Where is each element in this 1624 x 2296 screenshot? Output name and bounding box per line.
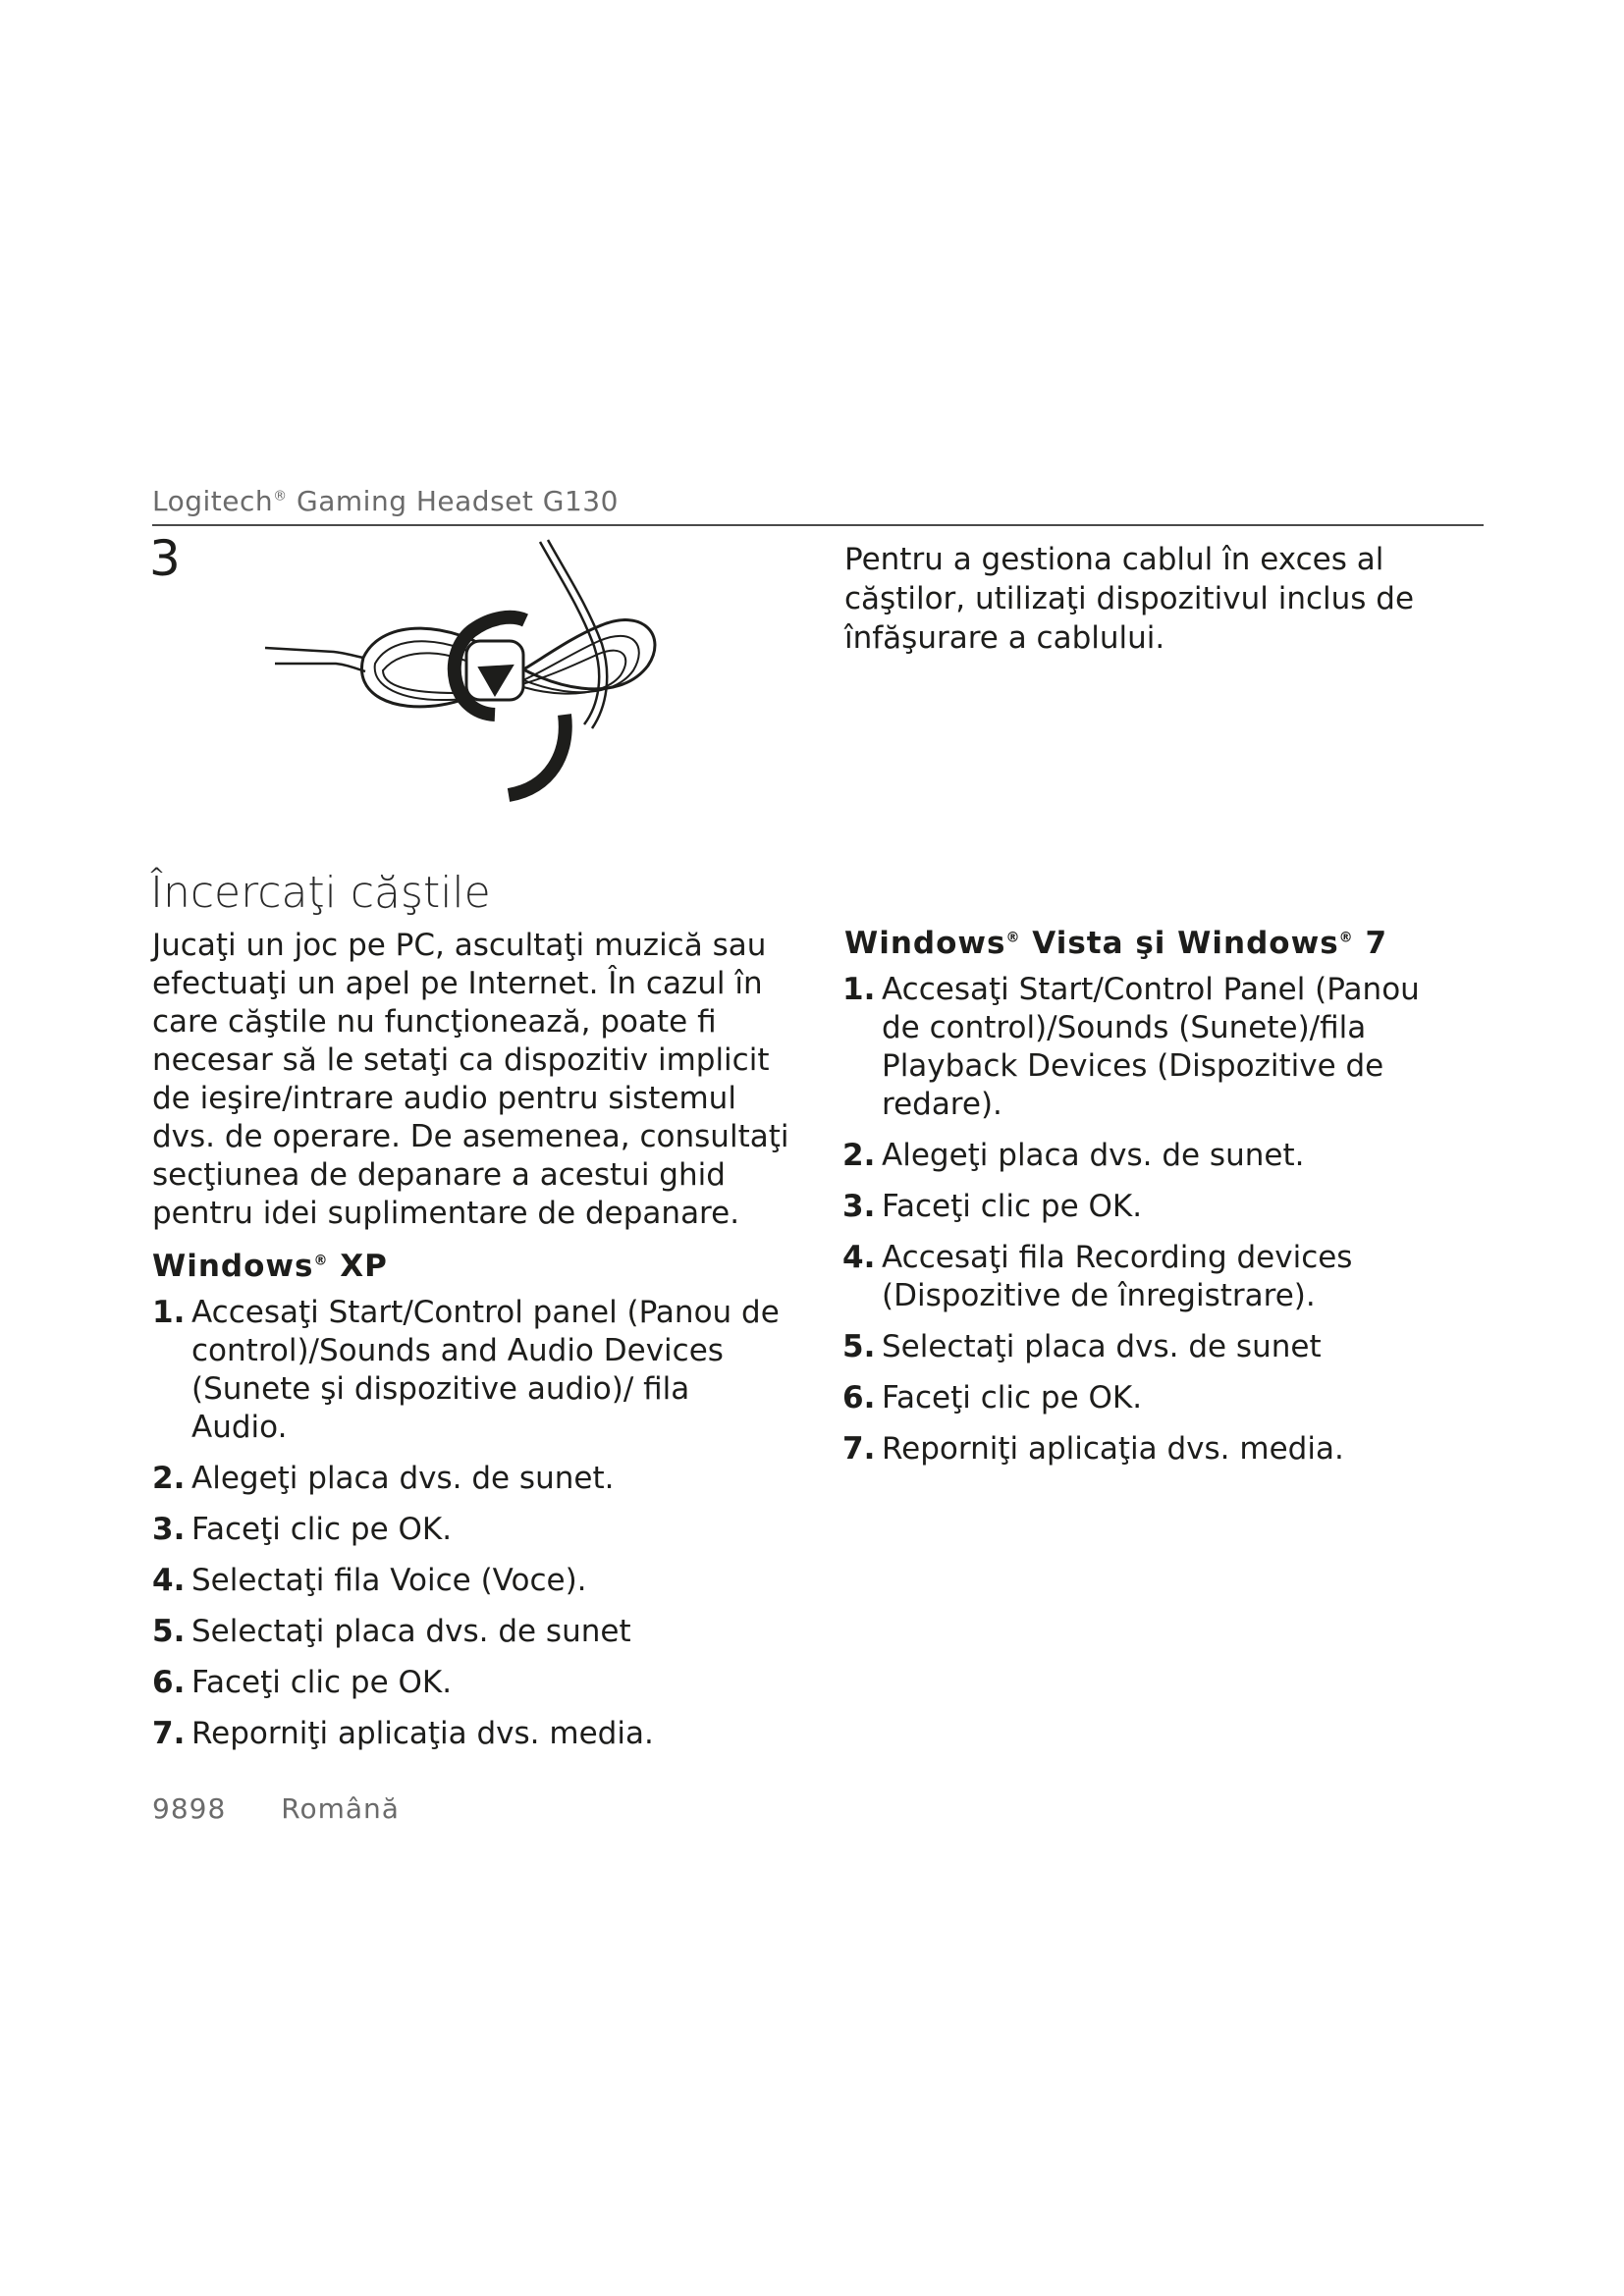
step-num: 1.	[152, 1295, 186, 1330]
list-item	[152, 1664, 781, 1702]
heading-text: XP	[328, 1249, 388, 1284]
step-num: 2.	[152, 1461, 186, 1496]
step-text: Faceţi clic pe OK.	[191, 1665, 453, 1700]
brand-name: Logitech	[152, 485, 274, 517]
step-text: Faceţi clic pe OK.	[882, 1380, 1143, 1415]
list-item	[842, 1137, 1451, 1175]
step-num: 5.	[152, 1614, 186, 1649]
step-text: Reporniţi aplicaţia dvs. media.	[191, 1716, 654, 1751]
step-num: 1.	[842, 972, 876, 1007]
step-text: Faceţi clic pe OK.	[882, 1189, 1143, 1224]
list-item	[152, 1715, 781, 1753]
step-text: Faceţi clic pe OK.	[191, 1512, 453, 1547]
step-text: Alegeţi placa dvs. de sunet.	[191, 1461, 615, 1496]
windows-vista-7-heading	[844, 926, 1387, 961]
step-text: Alegeţi placa dvs. de sunet.	[882, 1138, 1305, 1173]
heading-text: Windows	[152, 1249, 314, 1284]
step-num: 7.	[842, 1431, 876, 1467]
step-text: Accesaţi fila Recording devices (Dispozitive de înregistrare).	[882, 1240, 1353, 1313]
heading-text: Vista şi Windows	[1020, 926, 1339, 961]
registered-mark: ®	[1005, 930, 1021, 946]
step-text: Selectaţi placa dvs. de sunet	[191, 1614, 631, 1649]
list-item	[152, 1562, 781, 1600]
list-item	[842, 1188, 1451, 1226]
list-item	[842, 1430, 1451, 1468]
step-num: 7.	[152, 1716, 186, 1751]
step-num: 6.	[152, 1665, 186, 1700]
header-divider	[152, 524, 1484, 526]
registered-mark: ®	[313, 1253, 329, 1269]
list-item	[842, 1239, 1451, 1315]
step-text: Accesaţi Start/Control panel (Panou de control)/Sounds and Audio Devices (Sunete şi dispozitive audio)/ fila Audio.	[191, 1295, 780, 1445]
list-item	[842, 1379, 1451, 1417]
list-item	[152, 1294, 781, 1447]
page-number: 9898	[152, 1792, 227, 1825]
list-item	[152, 1460, 781, 1498]
registered-mark: ®	[1338, 930, 1354, 946]
section-intro: Jucaţi un joc pe PC, ascultaţi muzică sau efectuaţi un apel pe Internet. În cazul în care căştile nu funcţionează, poate fi necesar să le setaţi ca dispozitiv implicit de ieşire/intrare audio pentru sistemul dvs. de operare. De asemenea, consultaţi secţiunea de depanare a acestui ghid pentru idei suplimentare de depanare.	[152, 928, 789, 1231]
page-footer	[152, 1792, 400, 1825]
step-num: 2.	[842, 1138, 876, 1173]
step-num: 5.	[842, 1329, 876, 1364]
step-3-instruction: Pentru a gestiona cablul în exces al căştilor, utilizaţi dispozitivul inclus de înfăşurare a cablului.	[844, 542, 1415, 656]
heading-text: 7	[1353, 926, 1388, 961]
list-item	[842, 971, 1451, 1124]
product-name: Gaming Headset G130	[287, 485, 619, 517]
step-num: 4.	[152, 1563, 186, 1598]
step-num: 3.	[842, 1189, 876, 1224]
step-num: 6.	[842, 1380, 876, 1415]
list-item	[842, 1328, 1451, 1366]
cable-wrap-illustration-icon	[255, 538, 687, 823]
step-text: Selectaţi placa dvs. de sunet	[882, 1329, 1322, 1364]
step-number: 3	[149, 530, 181, 587]
document-header	[152, 485, 619, 517]
section-title: Încercaţi căştile	[150, 868, 491, 918]
footer-language: Română	[281, 1792, 400, 1825]
step-text: Accesaţi Start/Control Panel (Panou de control)/Sounds (Sunete)/fila Playback Devices (Dispozitive de redare).	[882, 972, 1420, 1122]
step-text: Selectaţi fila Voice (Voce).	[191, 1563, 587, 1598]
step-num: 4.	[842, 1240, 876, 1275]
list-item	[152, 1613, 781, 1651]
heading-text: Windows	[844, 926, 1006, 961]
list-item	[152, 1511, 781, 1549]
windows-xp-heading	[152, 1249, 388, 1284]
registered-mark: ®	[273, 488, 288, 505]
windows-vista-7-steps	[842, 971, 1451, 1481]
step-text: Reporniţi aplicaţia dvs. media.	[882, 1431, 1344, 1467]
windows-xp-steps	[152, 1294, 781, 1766]
step-num: 3.	[152, 1512, 186, 1547]
